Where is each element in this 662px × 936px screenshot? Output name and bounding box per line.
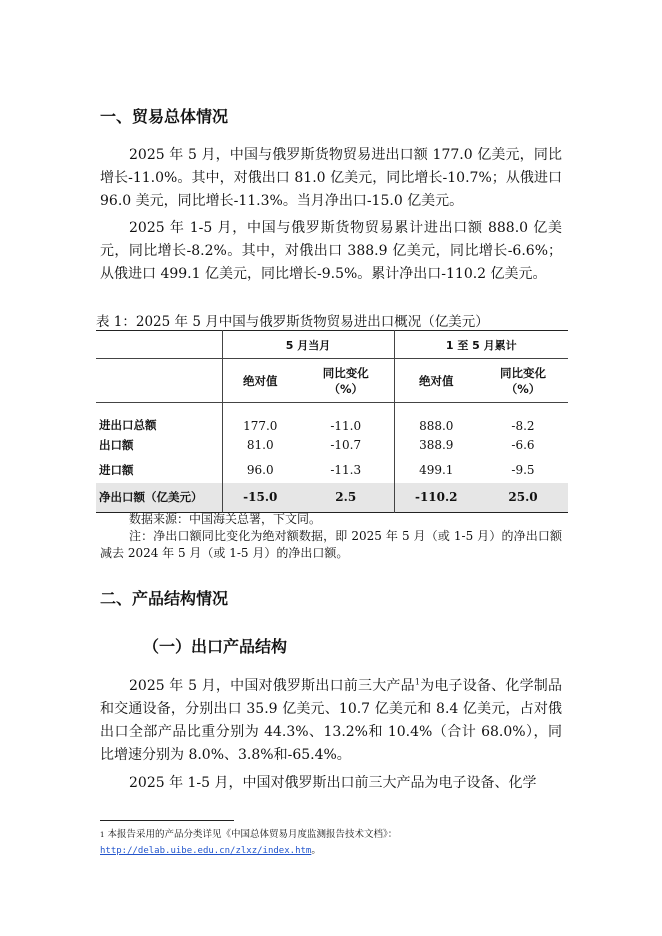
- cell-cum-abs: 888.0: [394, 403, 478, 433]
- cell-month-yoy: -11.0: [330, 418, 362, 433]
- table1-caption: 表 1：2025 年 5 月中国与俄罗斯货物贸易进出口概况（亿美元）: [96, 314, 489, 330]
- col-header-cum-abs: 绝对值: [394, 359, 478, 403]
- section2-paragraph-monthly: 2025 年 5 月，中国对俄罗斯出口前三大产品$^1$为电子设备、化学制品和交通设备，分别出口 35.9 亿美元、10.7 亿美元和 8.4 亿美元，占对俄出口全部产品比重分别为 44.3%、13.2%和 10.4%（合计 68.0%），同比增速分别为 8.0%、3.8%和-65.4%。: [100, 677, 562, 763]
- cell-month-yoy: -11.3: [330, 462, 362, 477]
- row-label: 进出口总额: [99, 417, 157, 432]
- cell-month-yoy: -10.7: [330, 437, 362, 452]
- footnote: $^1$ 本报告采用的产品分类详见《中国总体贸易月度监测报告技术文档》： http://delab.uibe.edu.cn/zlxz/index.htm。: [100, 829, 398, 856]
- section2-paragraph-cumulative: 2025 年 1-5 月，中国对俄罗斯出口前三大产品为电子设备、化学: [129, 775, 537, 791]
- group-header-month: 5 月当月: [222, 331, 394, 359]
- table-corner-cell: [96, 359, 222, 403]
- cell-month-yoy: 2.5: [335, 490, 357, 505]
- table-column-header-row: [96, 359, 568, 403]
- cell-cum-yoy: -9.5: [511, 462, 535, 477]
- cell-cum-abs: 388.9: [394, 433, 478, 457]
- cell-cum-yoy: -8.2: [511, 418, 535, 433]
- cell-cum-yoy: 25.0: [508, 490, 538, 505]
- footnote-link[interactable]: http://delab.uibe.edu.cn/zlxz/index.htm: [100, 846, 312, 856]
- row-label: 净出口额（亿美元）: [99, 490, 203, 505]
- footnote-ref[interactable]: 1: [414, 677, 420, 687]
- footnote-number: 1: [100, 831, 105, 839]
- table-group-header-row: [96, 331, 568, 359]
- table-row: [96, 433, 568, 457]
- group-header-cumulative: 1 至 5 月累计: [394, 331, 568, 359]
- row-label: 出口额: [99, 437, 134, 452]
- section2-heading: 二、产品结构情况: [100, 589, 229, 608]
- col-header-month-abs: 绝对值: [222, 359, 298, 403]
- col-header-cum-yoy: 同比变化 （%）: [500, 365, 546, 396]
- col-header-month-yoy: 同比变化 （%）: [322, 365, 369, 396]
- cell-month-abs: 96.0: [222, 457, 298, 483]
- table-corner-cell: [96, 331, 222, 359]
- trade-summary-table: [96, 330, 568, 513]
- table-source-note: 数据来源：中国海关总署，下文同。: [129, 512, 322, 526]
- cell-cum-yoy: -6.6: [511, 437, 535, 452]
- cell-cum-abs: 499.1: [394, 457, 478, 483]
- footnote-divider: [100, 820, 234, 821]
- cell-month-abs: 81.0: [222, 433, 298, 457]
- cell-month-abs: 177.0: [222, 403, 298, 433]
- footnote-text: 本报告采用的产品分类详见《中国总体贸易月度监测报告技术文档》：: [104, 829, 398, 840]
- section1-paragraph-monthly: 2025 年 5 月，中国与俄罗斯货物贸易进出口额 177.0 亿美元，同比增长-11.0%。其中，对俄出口 81.0 亿美元，同比增长-10.7%；从俄进口 96.0 美元，同比增长-11.3%。当月净出口-15.0 亿美元。: [100, 147, 562, 209]
- table-footnote: 注：净出口额同比变化为绝对额数据，即 2025 年 5 月（或 1-5 月）的净出口额减去 2024 年 5 月（或 1-5 月）的净出口额。: [100, 529, 562, 560]
- table-total-row: [96, 483, 568, 513]
- section2-subheading: （一）出口产品结构: [143, 637, 288, 656]
- section1-heading: 一、贸易总体情况: [100, 107, 229, 126]
- table-row: [96, 403, 568, 433]
- section1-paragraph-cumulative: 2025 年 1-5 月，中国与俄罗斯货物贸易累计进出口额 888.0 亿美元，同比增长-8.2%。其中，对俄出口 388.9 亿美元，同比增长-6.6%；从俄进口 499.1 亿美元，同比增长-9.5%。累计净出口-110.2 亿美元。: [100, 220, 562, 282]
- cell-cum-abs: -110.2: [394, 483, 478, 513]
- cell-month-abs: -15.0: [222, 483, 298, 513]
- row-label: 进口额: [99, 462, 134, 477]
- table-row: [96, 457, 568, 483]
